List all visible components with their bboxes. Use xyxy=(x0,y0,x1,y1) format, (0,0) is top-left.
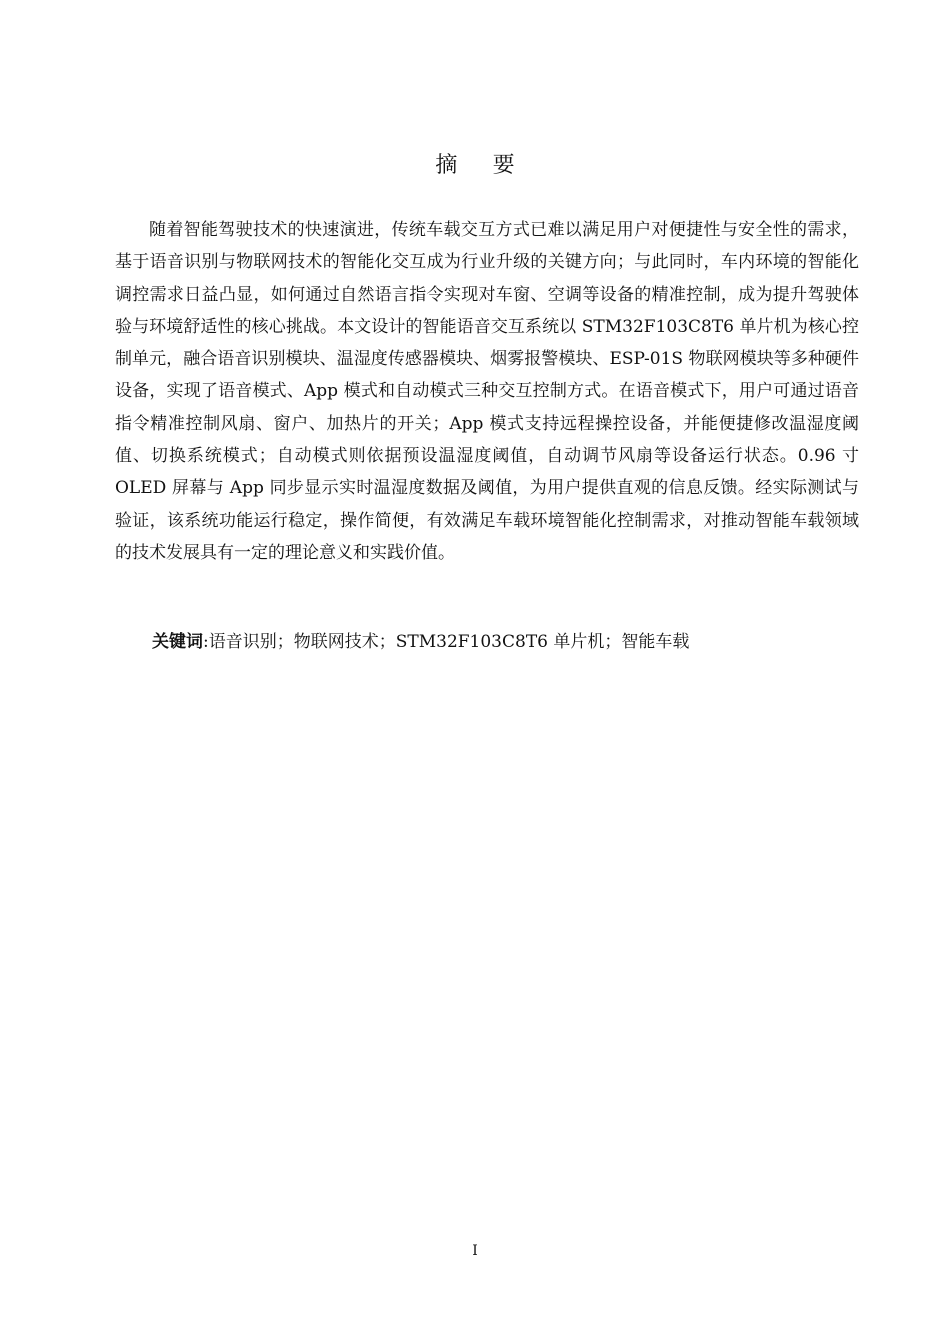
keywords-text: 语音识别；物联网技术；STM32F103C8T6 单片机；智能车载 xyxy=(208,632,690,652)
page-title: 摘要 xyxy=(435,153,550,178)
abstract-paragraph: 随着智能驾驶技术的快速演进，传统车载交互方式已难以满足用户对便捷性与安全性的需求，基于语音识别与物联网技术的智能化交互成为行业升级的关键方向；与此同时，车内环境的智能化调控需求日益凸显，如何通过自然语言指令实现对车窗、空调等设备的精准控制，成为提升驾驶体验与环境舒适性的核心挑战。本文设计的智能语音交互系统以 STM32F103C8T6 单片机为核心控制单元，融合语音识别模块、温湿度传感器模块、烟雾报警模块、ESP-01S 物联网模块等多种硬件设备，实现了语音模式、App 模式和自动模式三种交互控制方式。在语音模式下，用户可通过语音指令精准控制风扇、窗户、加热片的开关；App 模式支持远程操控设备，并能便捷修改温湿度阈值、切换系统模式；自动模式则依据预设温湿度阈值，自动调节风扇等设备运行状态。0.96 寸 OLED 屏幕与 App 同步显示实时温湿度数据及阈值，为用户提供直观的信息反馈。经实际测试与验证，该系统功能运行稳定，操作简便，有效满足车载环境智能化控制需求，对推动智能车载领域的技术发展具有一定的理论意义和实践价值。 xyxy=(115,220,859,563)
keywords-label: 关键词 xyxy=(152,632,203,652)
keywords-line xyxy=(152,626,858,658)
page-number: I xyxy=(472,1243,478,1259)
keywords-separator: : xyxy=(203,632,209,652)
